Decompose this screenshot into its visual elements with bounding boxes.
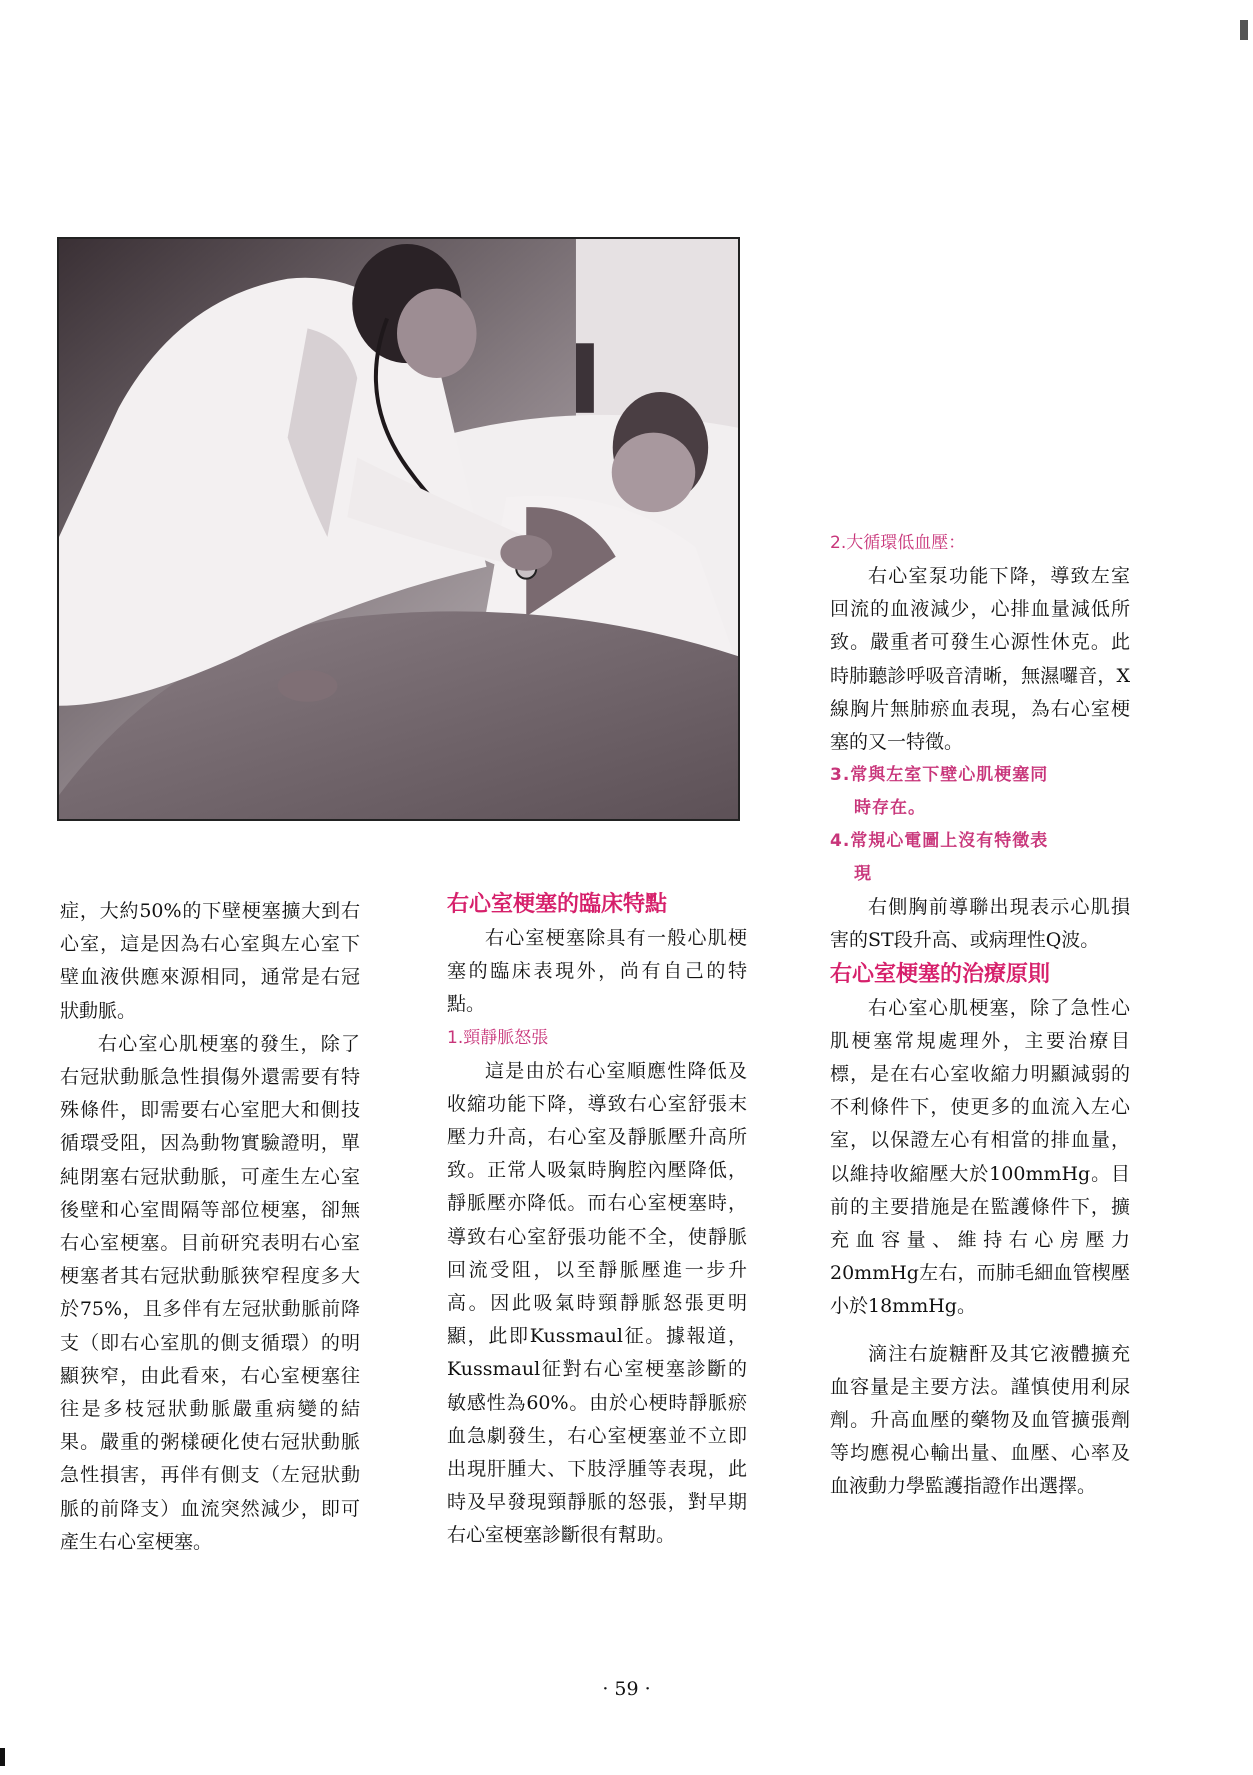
subheading-coexist — [830, 759, 1130, 825]
column-1 — [60, 895, 360, 1559]
section-heading-clinical-features: 右心室梗塞的臨床特點 — [447, 892, 668, 917]
subheading-line: 時存在。 — [854, 798, 926, 819]
paragraph: 右心室梗塞除具有一般心肌梗塞的臨床表現外，尚有自己的特點。 — [447, 927, 747, 1016]
paragraph: 右側胸前導聯出現表示心肌損害的ST段升高、或病理性Q波。 — [830, 896, 1130, 952]
column-3 — [830, 527, 1130, 1504]
page-number: · 59 · — [602, 1678, 651, 1700]
subheading-line: 現 — [854, 864, 872, 885]
doctor-patient-photo — [57, 237, 740, 821]
subheading-hypotension: 2.大循環低血壓： — [830, 533, 966, 553]
subheading-line: 3.常與左室下壁心肌梗塞同 — [830, 765, 1049, 786]
subheading-jugular-vein: 1.頸靜脈怒張 — [447, 1027, 549, 1048]
paragraph: 右心室心肌梗塞，除了急性心肌梗塞常規處理外，主要治療目標，是在右心室收縮力明顯減弱的不利條件下，使更多的血流入左心室，以保證左心有相當的排血量，以維持收縮壓大於100mmHg。目前的主要措施是在監護條件下，擴充血容量、維持右心房壓力20mmHg左右，而肺毛細血管楔壓小於18mmHg。 — [830, 996, 1130, 1318]
paragraph: 右心室心肌梗塞的發生，除了右冠狀動脈急性損傷外還需要有特殊條件，即需要右心室肥大和側技循環受阻，因為動物實驗證明，單純閉塞右冠狀動脈，可產生左心室後壁和心室間隔等部位梗塞，卻無右心室梗塞。目前研究表明右心室梗塞者其右冠狀動脈狹窄程度多大於75%，且多伴有左冠狀動脈前降支（即右心室肌的側支循環）的明顯狹窄，由此看來，右心室梗塞往往是多枝冠狀動脈嚴重病變的結果。嚴重的粥樣硬化使右冠狀動脈急性損害，再伴有側支（左冠狀動脈的前降支）血流突然減少，即可產生右心室梗塞。 — [60, 1032, 360, 1553]
paragraph: 滴注右旋糖酐及其它液體擴充血容量是主要方法。謹慎使用利尿劑。升高血壓的藥物及血管擴張劑等均應視心輸出量、血壓、心率及血液動力學監護指證作出選擇。 — [830, 1342, 1130, 1498]
column-2 — [447, 888, 747, 1553]
section-heading-treatment: 右心室梗塞的治療原則 — [830, 961, 1051, 987]
scan-edge-mark — [1240, 20, 1248, 40]
doctor-listening-with-stethoscope-photo-icon — [59, 239, 738, 819]
subheading-ecg — [830, 825, 1130, 891]
scan-edge-mark — [0, 1748, 5, 1766]
subheading-line: 4.常規心電圖上沒有特徵表 — [830, 831, 1049, 852]
paragraph: 症，大約50%的下壁梗塞擴大到右心室，這是因為右心室與左心室下壁血液供應來源相同，通常是右冠狀動脈。 — [60, 900, 360, 1022]
paragraph: 這是由於右心室順應性降低及收縮功能下降，導致右心室舒張末壓力升高，右心室及靜脈壓升高所致。正常人吸氣時胸腔內壓降低，靜脈壓亦降低。而右心室梗塞時，導致右心室舒張功能不全，使靜脈回流受阻，以至靜脈壓進一步升高。因此吸氣時頸靜脈怒張更明顯，此即Kussmaul征。據報道，Kussmaul征對右心室梗塞診斷的敏感性為60%。由於心梗時靜脈瘀血急劇發生，右心室梗塞並不立即出現肝腫大、下肢浮腫等表現，此時及早發現頸靜脈的怒張，對早期右心室梗塞診斷很有幫助。 — [447, 1059, 747, 1547]
paragraph: 右心室泵功能下降，導致左室回流的血液減少，心排血量減低所致。嚴重者可發生心源性休克。此時肺聽診呼吸音清晰，無濕囉音，X線胸片無肺瘀血表現，為右心室梗塞的又一特徵。 — [830, 565, 1130, 754]
